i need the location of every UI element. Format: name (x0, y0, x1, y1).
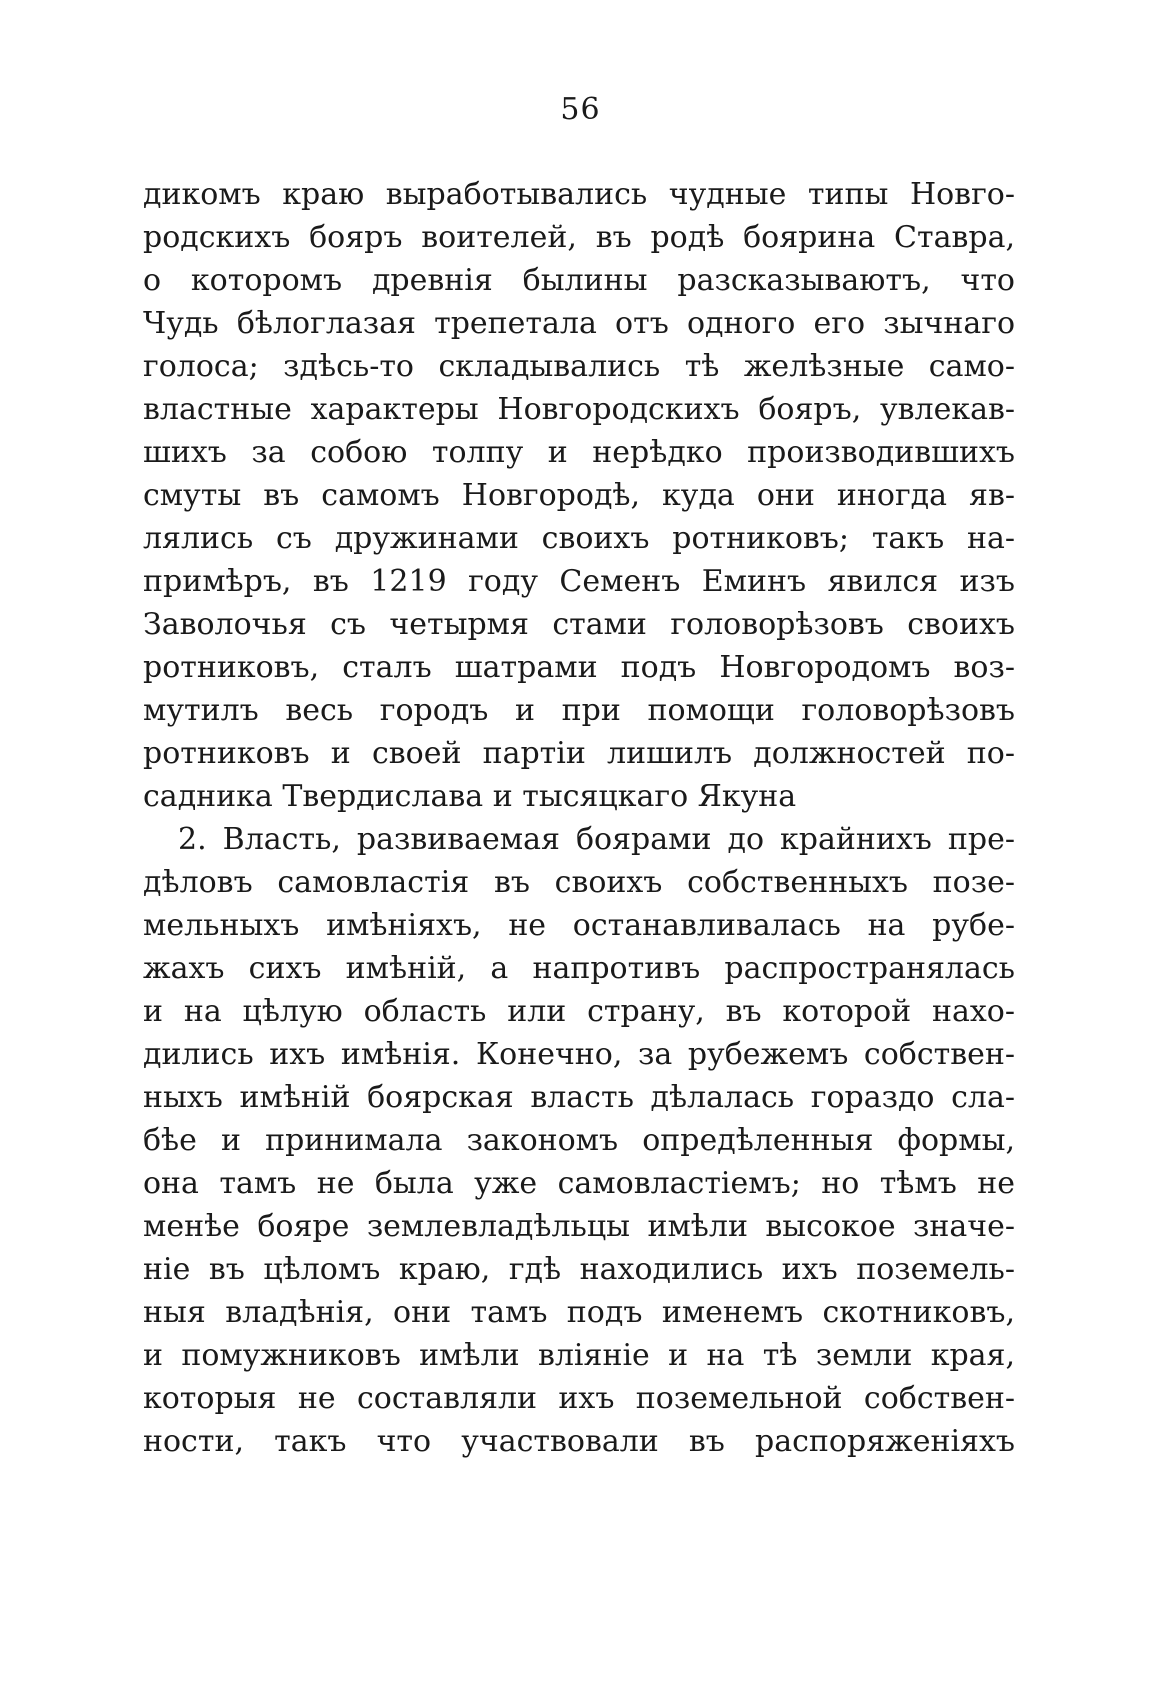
text-line: ніе въ цѣломъ краю, гдѣ находились ихъ поземель- (143, 1252, 1015, 1287)
text-line: она тамъ не была уже самовластіемъ; но тѣмъ не (143, 1166, 1015, 1201)
text-line: ротниковъ и своей партіи лишилъ должностей по- (143, 736, 1015, 771)
text-line: мутилъ весь городъ и при помощи головорѣзовъ (143, 693, 1015, 728)
text-line: дикомъ краю выработывались чудные типы Новго- (143, 177, 1015, 212)
paragraph-first-line: 2. Власть, развиваемая боярами до крайнихъ пре- (178, 822, 1015, 857)
text-line: ныя владѣнія, они тамъ подъ именемъ скотниковъ, (143, 1295, 1015, 1330)
text-line: ротниковъ, сталъ шатрами подъ Новгородомъ воз- (143, 650, 1015, 685)
text-line: шихъ за собою толпу и нерѣдко производившихъ (143, 435, 1015, 470)
page-number: 56 (560, 92, 601, 127)
text-line: властные характеры Новгородскихъ бояръ, увлекав- (143, 392, 1015, 427)
text-line: смуты въ самомъ Новгородѣ, куда они иногда яв- (143, 478, 1015, 513)
text-line: Заволочья съ четырмя стами головорѣзовъ своихъ (143, 607, 1015, 642)
text-line: Чудь бѣлоглазая трепетала отъ одного его зычнаго (143, 306, 1015, 341)
text-line: мельныхъ имѣніяхъ, не останавливалась на рубе- (143, 908, 1015, 943)
text-line: дились ихъ имѣнія. Конечно, за рубежемъ собствен- (143, 1037, 1015, 1072)
text-line: бѣе и принимала закономъ опредѣленныя формы, (143, 1123, 1015, 1158)
text-line: менѣе бояре землевладѣльцы имѣли высокое значе- (143, 1209, 1015, 1244)
text-line: жахъ сихъ имѣній, а напротивъ распространялась (143, 951, 1015, 986)
text-line: которыя не составляли ихъ поземельной собствен- (143, 1381, 1015, 1416)
text-line: ности, такъ что участвовали въ распоряженіяхъ (143, 1424, 1015, 1459)
text-line: и помужниковъ имѣли вліяніе и на тѣ земли края, (143, 1338, 1015, 1373)
text-line: садника Твердислава и тысяцкаго Якуна (143, 779, 797, 814)
text-line: примѣръ, въ 1219 году Семенъ Еминъ явился изъ (143, 564, 1015, 599)
text-line: родскихъ бояръ воителей, въ родѣ боярина Ставра, (143, 220, 1015, 255)
text-line: о которомъ древнія былины разсказываютъ, что (143, 263, 1015, 298)
text-line: лялись съ дружинами своихъ ротниковъ; такъ на- (143, 521, 1015, 556)
text-line: голоса; здѣсь-то складывались тѣ желѣзные само- (143, 349, 1015, 384)
text-line: дѣловъ самовластія въ своихъ собственныхъ позе- (143, 865, 1015, 900)
text-line: ныхъ имѣній боярская власть дѣлалась гораздо сла- (143, 1080, 1015, 1115)
text-line: и на цѣлую область или страну, въ которой нахо- (143, 994, 1015, 1029)
